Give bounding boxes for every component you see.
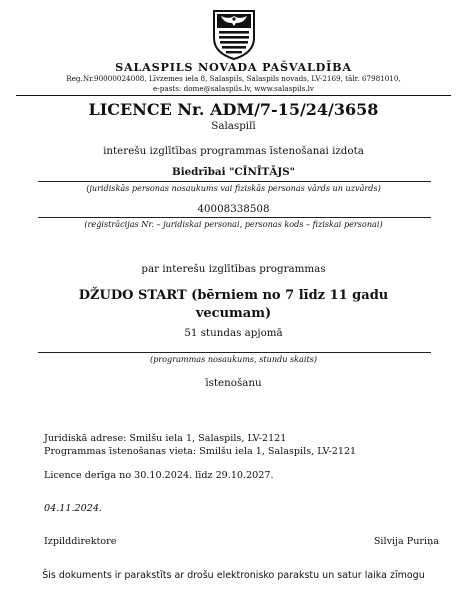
organization-contacts: e-pasts: dome@salaspils.lv, www.salaspils.lv	[153, 84, 314, 93]
entity-name: Biedrībai "CĪNĪTĀJS"	[172, 166, 295, 178]
registration-caption: (reģistrācijas Nr. – juridiskai personai, personas kods – fiziskai personai)	[84, 219, 383, 229]
program-name	[0, 287, 467, 323]
signature-date: 04.11.2024.	[44, 503, 102, 514]
implementation-text: īstenošanu	[205, 377, 262, 389]
signatory-name: Silvija Puriņa	[373, 536, 439, 547]
legal-address: Juridiskā adrese: Smilšu iela 1, Salaspils, LV-2121	[44, 433, 287, 444]
program-caption: (programmas nosaukums, stundu skaits)	[149, 354, 318, 364]
entity-caption: (juridiskās personas nosaukums vai fiziskās personas vārds un uzvārds)	[86, 183, 381, 193]
program-name-line2: vecumam)	[195, 306, 272, 321]
program-underline	[38, 352, 431, 353]
program-volume: 51 stundas apjomā	[184, 327, 283, 339]
salaspils-coat-of-arms-icon	[211, 8, 257, 60]
issued-for-text: interešu izglītības programmas īstenošanai izdota	[103, 145, 364, 157]
program-intro: par interešu izglītības programmas	[141, 263, 326, 275]
entity-underline	[38, 181, 431, 182]
program-name-line1: DŽUDO START (bērniem no 7 līdz 11 gadu	[78, 288, 389, 303]
registration-underline	[38, 217, 431, 218]
e-signature-note: Šis dokuments ir parakstīts ar drošu elektronisko parakstu un satur laika zīmogu	[42, 570, 425, 581]
header-divider	[16, 95, 451, 96]
organization-registration: Reg.Nr.90000024008, Līvzemes iela 8, Salaspils, Salaspils novads, LV-2169, tālr. 67981010,	[66, 74, 401, 83]
licence-place: Salaspilī	[211, 120, 256, 132]
program-location: Programmas īstenošanas vieta: Smilšu iela 1, Salaspils, LV-2121	[44, 446, 357, 457]
organization-name: SALASPILS NOVADA PAŠVALDĪBA	[115, 60, 352, 74]
licence-title: LICENCE Nr. ADM/7-15/24/3658	[88, 100, 379, 119]
signatory-position: Izpilddirektore	[44, 536, 117, 547]
validity-period: Licence derīga no 30.10.2024. līdz 29.10.2027.	[44, 470, 274, 481]
registration-number: 40008338508	[197, 203, 270, 215]
